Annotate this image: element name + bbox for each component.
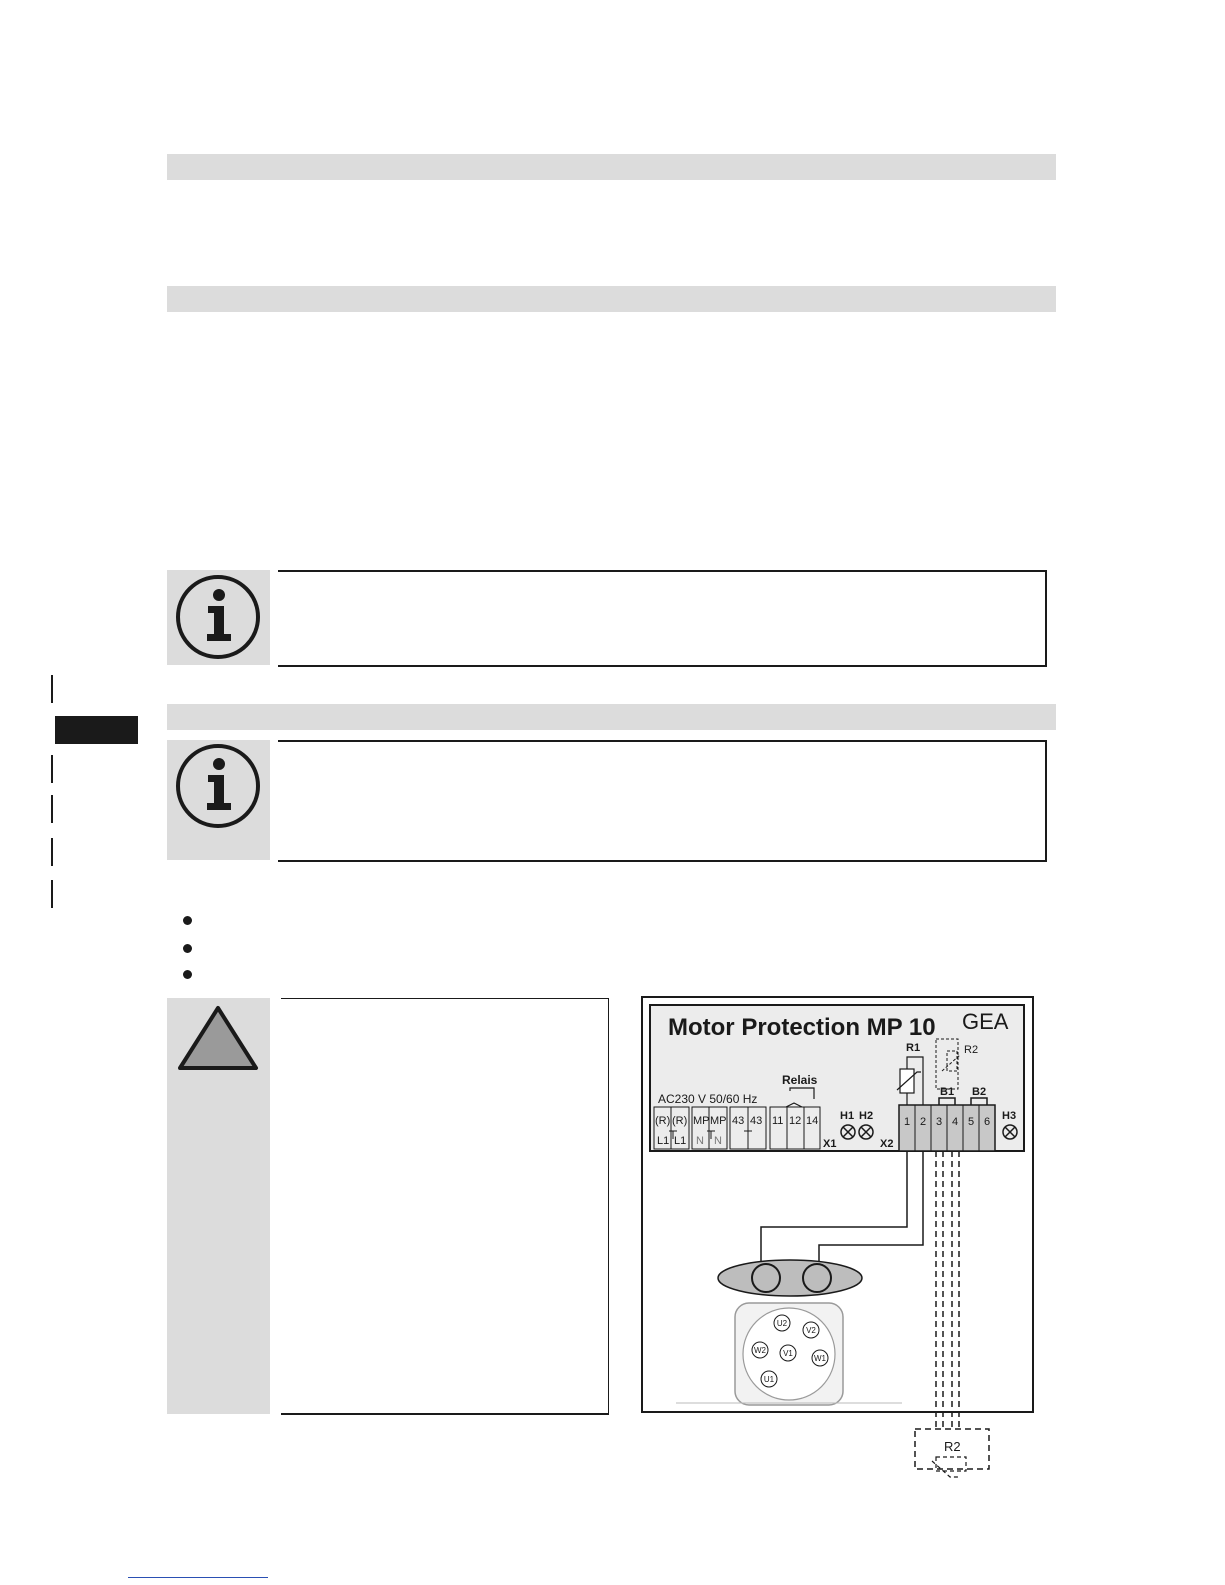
motor-terminal-label: U2 xyxy=(776,1319,788,1328)
info-note-box xyxy=(278,570,1047,667)
bridge-label-b1: B1 xyxy=(940,1086,955,1098)
section-heading-band xyxy=(167,286,1056,312)
thermistor-r2-external-icon xyxy=(932,1457,966,1477)
side-margin-tick xyxy=(51,795,53,823)
supply-label: AC230 V 50/60 Hz xyxy=(658,1092,758,1106)
bullet-point xyxy=(183,916,192,925)
terminal-label: 43 xyxy=(750,1115,763,1127)
bridge-label-b2: B2 xyxy=(972,1086,987,1098)
x2-terminal-label: 3 xyxy=(935,1116,943,1128)
info-note-icon-cell xyxy=(167,570,270,665)
motor-connector-ellipse xyxy=(718,1260,862,1296)
warning-note-icon-cell xyxy=(167,998,270,1414)
wiring-diagram xyxy=(640,995,1040,1490)
info-icon xyxy=(167,740,270,860)
x1-label: X1 xyxy=(823,1138,837,1150)
motor-terminal-label: W1 xyxy=(814,1354,826,1363)
relay-label: Relais xyxy=(782,1073,818,1087)
section-heading-band xyxy=(167,154,1056,180)
r2-external-label: R2 xyxy=(944,1439,961,1454)
x2-terminal-label: 4 xyxy=(951,1116,959,1128)
terminal-label: MP xyxy=(710,1115,727,1127)
terminal-label: 43 xyxy=(732,1115,745,1127)
terminal-label: N xyxy=(714,1135,722,1147)
terminal-label: MP xyxy=(693,1115,710,1127)
terminal-label: L1 xyxy=(674,1135,687,1147)
bullet-point xyxy=(183,970,192,979)
terminal-label: 14 xyxy=(806,1115,819,1127)
motor-terminal-label: V1 xyxy=(783,1349,793,1358)
lamp-label-h1: H1 xyxy=(840,1110,855,1122)
terminal-label: (R) xyxy=(672,1115,688,1127)
x2-terminal-label: 1 xyxy=(903,1116,911,1128)
bullet-point xyxy=(183,944,192,953)
side-margin-tick xyxy=(51,838,53,866)
terminal-label: L1 xyxy=(657,1135,670,1147)
terminal-label: N xyxy=(696,1135,704,1147)
x2-terminal-label: 6 xyxy=(983,1116,991,1128)
motor-terminal-label: V2 xyxy=(806,1326,816,1335)
r1-label: R1 xyxy=(906,1042,921,1054)
gea-logo: GEA xyxy=(962,1009,1009,1034)
section-heading-band xyxy=(167,704,1056,730)
footer-rule xyxy=(128,1577,268,1578)
side-margin-tick xyxy=(51,880,53,908)
motor-terminal-label: U1 xyxy=(763,1375,775,1384)
lamp-label-h3: H3 xyxy=(1002,1110,1017,1122)
warning-note-box xyxy=(281,998,609,1415)
terminal-label: 11 xyxy=(772,1115,784,1127)
info-icon xyxy=(167,570,270,665)
x2-terminal-label: 5 xyxy=(967,1116,975,1128)
x2-terminal-block xyxy=(899,1105,995,1151)
side-margin-tick xyxy=(51,755,53,783)
x2-label: X2 xyxy=(880,1138,894,1150)
x2-terminal-label: 2 xyxy=(919,1116,927,1128)
chapter-tab-marker xyxy=(55,716,138,744)
diagram-title: Motor Protection MP 10 xyxy=(668,1014,936,1041)
info-note-icon-cell xyxy=(167,740,270,860)
warning-triangle-icon xyxy=(167,998,270,1078)
r2-label: R2 xyxy=(964,1044,979,1056)
info-note-box xyxy=(278,740,1047,862)
lamp-label-h2: H2 xyxy=(859,1110,874,1122)
terminal-label: 12 xyxy=(789,1115,802,1127)
terminal-label: (R) xyxy=(655,1115,671,1127)
motor-terminal-label: W2 xyxy=(754,1346,766,1355)
side-margin-tick xyxy=(51,675,53,703)
